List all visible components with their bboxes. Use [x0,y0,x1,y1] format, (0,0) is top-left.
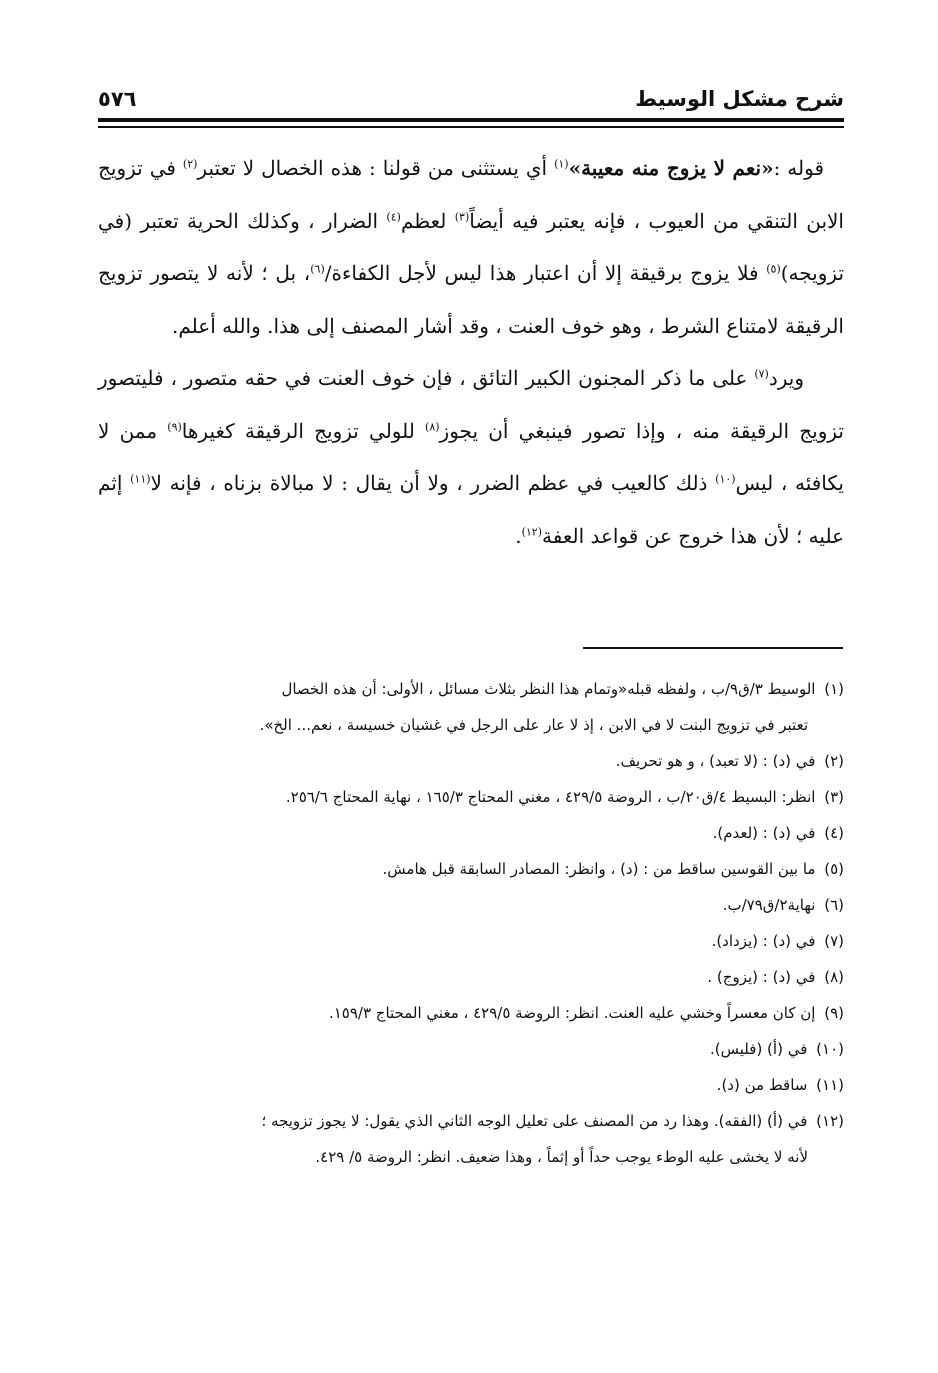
footnote-8 [98,959,844,995]
footnote-marker-10[interactable]: (١٠) [715,472,736,486]
text-span: ذلك كالعيب في عظم الضرر ، ولا أن يقال : لا مبالاة بزناه ، فإنه لا [150,471,716,495]
footnote-1 [98,671,844,707]
footnote-marker-7[interactable]: (٧) [754,367,769,381]
paragraph-1 [98,142,844,352]
footnote-number: (١٢) [816,1112,844,1130]
text-span: لعظم [400,208,455,233]
footnote-text: في (أ) (فليس). [710,1040,808,1058]
footnote-text: إن كان معسراً وخشي عليه العنت. انظر: الروضة ٤٢٩/٥ ، مغني المحتاج ١٥٩/٣. [328,1004,816,1022]
footnote-number: (٩) [824,1004,844,1022]
text-span: فلا يزوج برقيقة إلا أن اعتبار هذا ليس لأجل الكفاءة/ [324,261,767,285]
text-span: في تزويج الابن التنقي من العيوب ، فإنه يعتبر فيه أيضاً [98,156,844,233]
text-span: ممن لا يكافئه ، ليس [98,418,844,495]
footnote-text: في (د) : (لعدم). [712,824,816,842]
footnote-number: (٨) [824,968,844,986]
footnote-7 [98,923,844,959]
main-text [98,142,844,562]
footnote-2 [98,743,844,779]
text-span: على ما ذكر المجنون الكبير التائق ، فإن خوف العنت في حقه متصور ، فليتصور تزويج الرقيقة منه ، وإذا تصور فينبغي أن يجوز [98,366,844,443]
footnote-number: (٧) [824,932,844,950]
footnotes [98,671,844,1175]
text-span: الضرار ، وكذلك الحرية تعتبر (في تزويجه) [98,208,845,285]
footnote-text: الوسيط ٣/ق٩/ب ، ولفظه قبله«وتمام هذا النظر بثلاث مسائل ، الأولى: أن هذه الخصال [281,680,816,698]
footnote-number: (٥) [824,860,844,878]
text-span: للولي تزويج الرقيقة كغيرها [181,418,426,443]
footnote-number: (١٠) [816,1040,844,1058]
footnote-marker-8[interactable]: (٨) [425,419,440,433]
footnote-text: في (أ) (الفقه). وهذا رد من المصنف على تعليل الوجه الثاني الذي يقول: لا يجوز تزويجه ؛ [261,1112,808,1130]
footnote-text: في (د) : (يزداد). [711,932,816,950]
footnote-number: (٣) [824,788,844,806]
footnote-marker-1[interactable]: (١) [554,157,569,171]
footnote-number: (١١) [816,1076,844,1094]
footnote-text: ساقط من (د). [716,1076,808,1094]
footnote-text: في (د) : (لا تعبد) ، و هو تحريف. [615,752,816,770]
header-rule-thin [98,126,844,128]
footnote-marker-9[interactable]: (٩) [167,419,182,433]
footnote-marker-6[interactable]: (٦) [310,262,325,276]
footnote-text: نهاية٢/ق٧٩/ب. [722,896,816,914]
footnote-4 [98,815,844,851]
running-title: شرح مشكل الوسيط [635,87,844,111]
footnote-5 [98,851,844,887]
text-span: . [515,523,522,548]
text-span: أي يستثنى من قولنا : هذه الخصال لا تعتبر [197,156,555,180]
page-number: ٥٧٦ [98,87,137,111]
footnote-marker-5[interactable]: (٥) [766,262,781,276]
footnote-12 [98,1103,844,1139]
footnote-12-continued: لأنه لا يخشى عليه الوطء يوجب حداً أو إثماً ، وهذا ضعيف. انظر: الروضة ٥/ ٤٢٩. [315,1148,808,1166]
footnote-9 [98,995,844,1031]
footnote-number: (١) [824,680,844,698]
footnote-text: انظر: البسيط ٤/ق٢٠/ب ، الروضة ٤٢٩/٥ ، مغني المحتاج ١٦٥/٣ ، نهاية المحتاج ٢٥٦/٦. [285,788,816,806]
footnote-text: في (د) : (يزوج) . [707,968,816,986]
paragraph-2 [98,352,844,562]
paragraph-lead: قوله : [773,156,825,180]
footnote-text: ما بين القوسين ساقط من : (د) ، وانظر: المصادر السابقة قبل هامش. [382,860,816,878]
footnote-marker-12[interactable]: (١٢) [521,524,542,538]
running-header [98,82,844,116]
text-span: ويرد [768,366,804,390]
footnote-10 [98,1031,844,1067]
footnote-number: (٤) [824,824,844,842]
footnote-marker-2[interactable]: (٢) [182,157,198,171]
footnote-6 [98,887,844,923]
footnote-marker-11[interactable]: (١١) [130,472,151,486]
quoted-matn: «نعم لا يزوج منه معيبة» [568,156,774,180]
footnote-divider [583,647,843,649]
footnote-marker-4[interactable]: (٤) [386,209,401,223]
footnote-11 [98,1067,844,1103]
footnote-marker-3[interactable]: (٣) [454,209,470,223]
footnote-3 [98,779,844,815]
footnote-number: (٢) [824,752,844,770]
footnote-1-continued: تعتبر في تزويج البنت لا في الابن ، إذ لا عار على الرجل في غشيان خسيسة ، نعم... الخ». [259,716,808,734]
text-span: إثم عليه ؛ لأن هذا خروج عن قواعد العفة [98,471,844,548]
footnote-number: (٦) [824,896,844,914]
text-span: ، بل ؛ لأنه لا يتصور تزويج الرقيقة لامتناع الشرط ، وهو خوف العنت ، وقد أشار المصنف إلى هذا. والله أعلم. [98,261,844,338]
header-rule-thick [98,118,844,122]
